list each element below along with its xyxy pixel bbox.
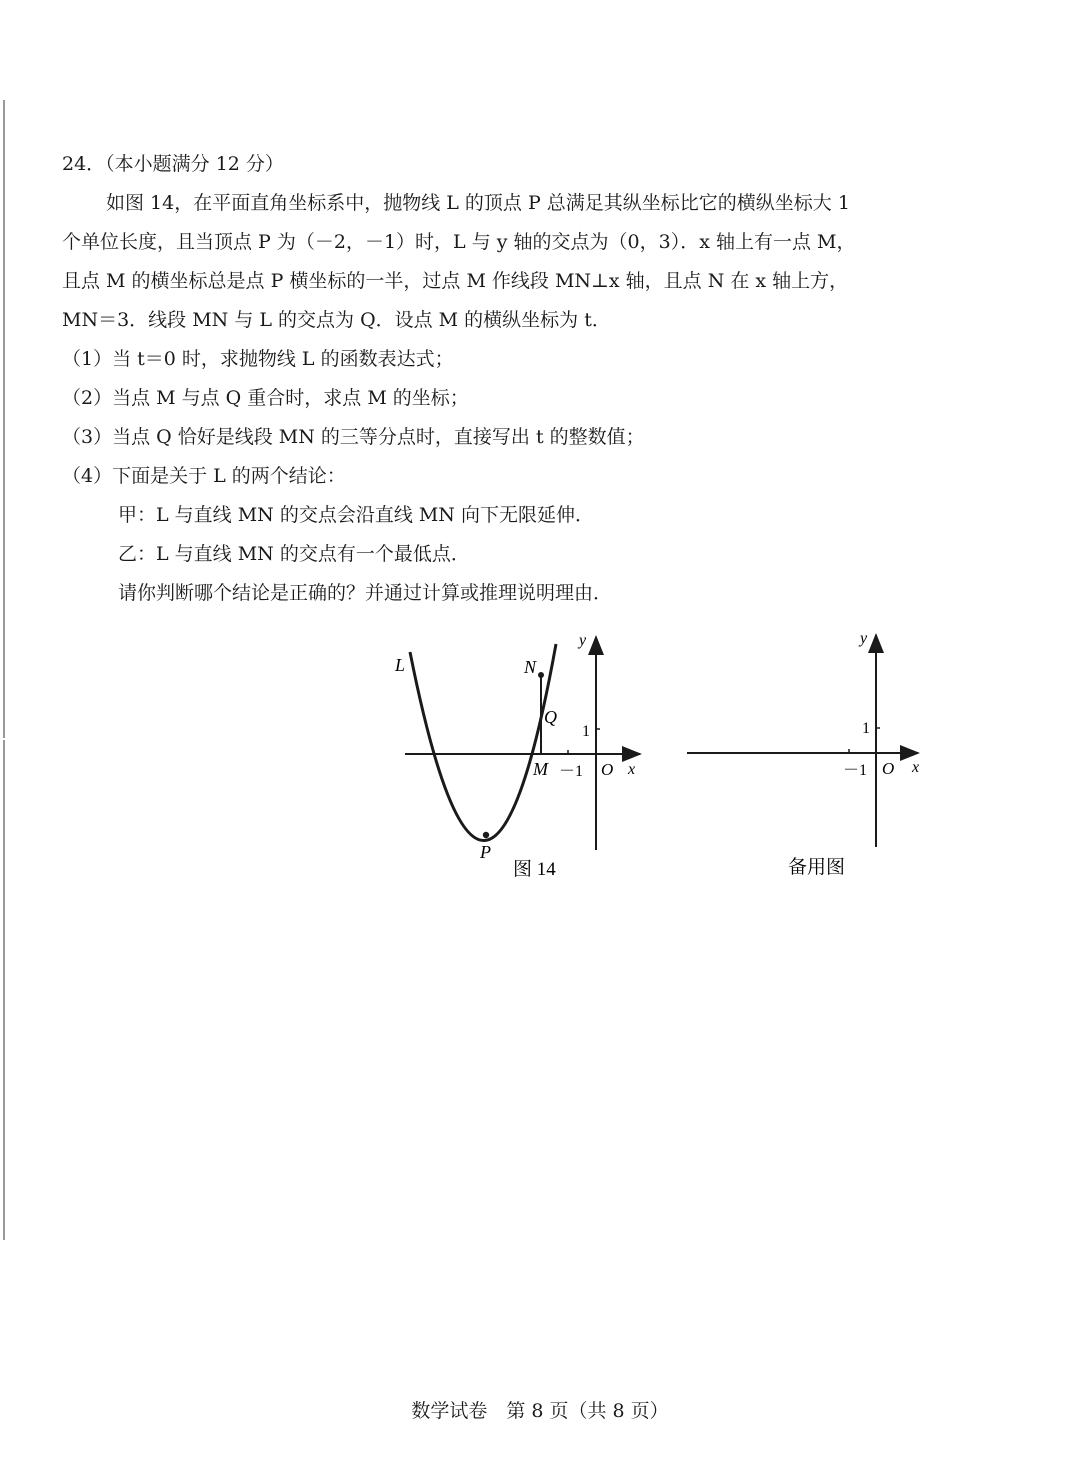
margin-line-top xyxy=(3,100,5,738)
question-1: （1）当 t＝0 时，求抛物线 L 的函数表达式； xyxy=(62,348,454,370)
margin-line-bottom xyxy=(3,740,5,1240)
conclusion-yi: 乙：L 与直线 MN 的交点有一个最低点． xyxy=(118,543,470,565)
figure-14-svg xyxy=(385,625,650,885)
spare-label-neg-one: －1 xyxy=(843,762,868,779)
problem-title: 24．（本小题满分 12 分） xyxy=(62,153,284,175)
question-3: （3）当点 Q 恰好是线段 MN 的三等分点时，直接写出 t 的整数值； xyxy=(62,426,645,448)
stem-line-4: MN＝3．线段 MN 与 L 的交点为 Q．设点 M 的横纵坐标为 t． xyxy=(62,309,611,331)
question-4: （4）下面是关于 L 的两个结论： xyxy=(62,465,346,487)
conclusion-jia: 甲：L 与直线 MN 的交点会沿直线 MN 向下无限延伸． xyxy=(118,504,594,526)
page-footer: 数学试卷 第 8 页（共 8 页） xyxy=(411,1400,669,1422)
stem-line-2: 个单位长度，且当顶点 P 为（－2，－1）时，L 与 y 轴的交点为（0，3）．x 轴上有一点 M， xyxy=(62,231,856,253)
spare-label-y: y xyxy=(860,630,868,647)
label-L: L xyxy=(395,655,406,675)
stem-line-1: 如图 14，在平面直角坐标系中，抛物线 L 的顶点 P 总满足其纵坐标比它的横纵坐标大 1 xyxy=(106,192,850,214)
problem-24 xyxy=(62,145,942,613)
spare-label-x: x xyxy=(912,759,920,776)
label-neg-one: －1 xyxy=(559,763,584,780)
label-one: 1 xyxy=(582,723,590,740)
spare-label-O: O xyxy=(882,759,895,778)
figure-spare xyxy=(685,625,935,885)
label-Q: Q xyxy=(544,707,557,727)
point-N xyxy=(538,672,544,678)
label-y: y xyxy=(579,632,587,649)
label-O: O xyxy=(601,760,614,779)
figure-spare-caption: 备用图 xyxy=(788,857,846,878)
spare-label-one: 1 xyxy=(862,720,870,737)
instruction: 请你判断哪个结论是正确的？并通过计算或推理说明理由． xyxy=(118,582,613,604)
figure-spare-svg xyxy=(685,625,935,885)
figure-14 xyxy=(385,625,650,885)
label-x: x xyxy=(628,761,636,778)
figure-14-caption: 图 14 xyxy=(513,859,556,880)
question-2: （2）当点 M 与点 Q 重合时，求点 M 的坐标； xyxy=(62,387,469,409)
label-P: P xyxy=(480,842,491,862)
stem-line-3: 且点 M 的横坐标总是点 P 横坐标的一半，过点 M 作线段 MN⊥x 轴，且点 N 在 x 轴上方， xyxy=(62,270,849,292)
label-N: N xyxy=(524,657,537,677)
label-M: M xyxy=(533,759,548,779)
point-P xyxy=(483,832,489,838)
